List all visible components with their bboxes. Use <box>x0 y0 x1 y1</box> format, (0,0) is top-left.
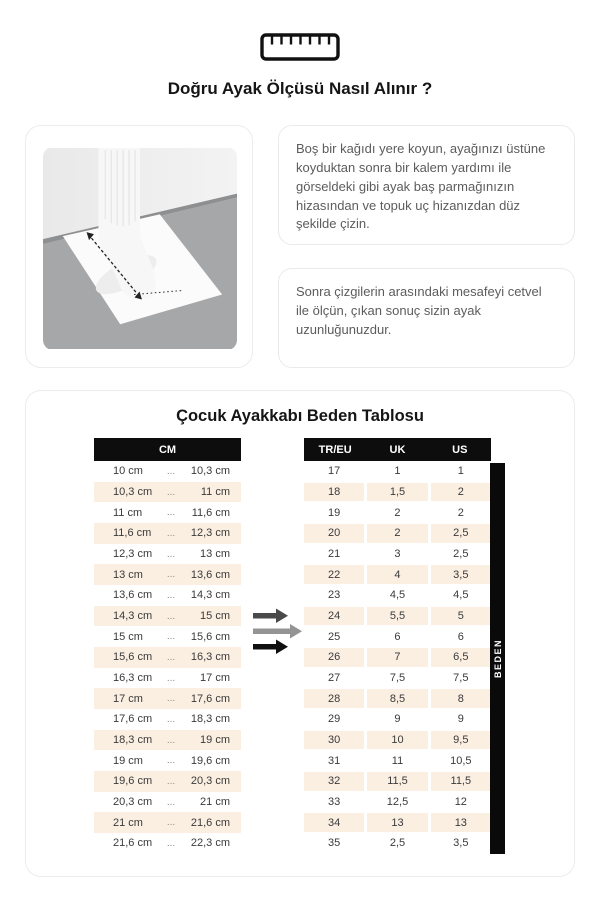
cm-to-value: 18,3 cm <box>190 713 230 726</box>
cm-table-row <box>94 647 241 668</box>
instruction-step-1: Boş bir kağıdı yere koyun, ayağınızı üstüne koyduktan sonra bir kalem yardımı ile görseldeki gibi ayak baş parmağınızın hizasından ve topuk uç hizanızdan düz şekilde çizin. <box>278 125 575 245</box>
size-cell: 35 <box>304 834 364 853</box>
size-cell: 21 <box>304 545 364 564</box>
range-dots: ... <box>166 651 176 663</box>
cm-from-value: 21,6 cm <box>113 837 153 850</box>
range-dots: ... <box>166 610 176 622</box>
size-table-row <box>304 709 491 730</box>
cm-to-value: 17,6 cm <box>190 692 230 705</box>
size-cell: 2 <box>367 503 427 522</box>
size-conversion-table <box>304 438 491 854</box>
cm-from-value: 11 cm <box>113 506 143 519</box>
size-table-row <box>304 812 491 833</box>
size-table-row <box>304 482 491 503</box>
size-table-row <box>304 833 491 854</box>
cm-from-value: 16,3 cm <box>113 672 153 685</box>
cm-to-value: 22,3 cm <box>190 837 230 850</box>
range-dots: ... <box>166 465 176 477</box>
cm-table-row <box>94 585 241 606</box>
size-cell: 9,5 <box>431 731 491 750</box>
range-dots: ... <box>166 817 176 829</box>
size-cell: 6 <box>367 627 427 646</box>
cm-from-value: 10,3 cm <box>113 486 153 498</box>
cm-table-row <box>94 730 241 751</box>
size-cell: 2 <box>431 483 491 502</box>
range-dots: ... <box>166 672 176 684</box>
cm-table-row <box>94 792 241 813</box>
size-cell: 1 <box>431 462 491 481</box>
size-table-row <box>304 668 491 689</box>
cm-to-value: 15,6 cm <box>190 630 230 643</box>
size-cell: 5,5 <box>367 607 427 626</box>
size-cell: 32 <box>304 772 364 791</box>
range-dots: ... <box>166 837 176 849</box>
size-header-tr-eu: TR/EU <box>318 443 352 456</box>
cm-to-value: 13 cm <box>200 548 230 561</box>
size-table-row <box>304 544 491 565</box>
cm-table-row <box>94 564 241 585</box>
size-table-row <box>304 502 491 523</box>
size-cell: 2 <box>367 524 427 543</box>
instruction-step-2: Sonra çizgilerin arasındaki mesafeyi cetvel ile ölçün, çıkan sonuç sizin ayak uzunluğunuzdur. <box>278 268 575 368</box>
size-cell: 24 <box>304 607 364 626</box>
size-cell: 30 <box>304 731 364 750</box>
cm-table-body <box>94 461 241 854</box>
size-cell: 10,5 <box>431 751 491 770</box>
cm-table-row <box>94 668 241 689</box>
size-table-row <box>304 564 491 585</box>
size-cell: 29 <box>304 710 364 729</box>
size-table-row <box>304 585 491 606</box>
size-cell: 4,5 <box>431 586 491 605</box>
size-cell: 6 <box>431 627 491 646</box>
cm-to-value: 15 cm <box>200 610 230 623</box>
cm-from-value: 12,3 cm <box>113 548 153 561</box>
size-cell: 27 <box>304 669 364 688</box>
cm-table-row <box>94 688 241 709</box>
cm-table-row <box>94 544 241 565</box>
cm-from-value: 13 cm <box>113 568 143 581</box>
cm-from-value: 11,6 cm <box>113 527 152 540</box>
size-table-row <box>304 750 491 771</box>
cm-table-row <box>94 606 241 627</box>
cm-to-value: 19,6 cm <box>190 754 230 767</box>
foot-measure-image-card <box>25 125 253 368</box>
cm-from-value: 14,3 cm <box>113 610 153 623</box>
cm-from-value: 21 cm <box>113 816 143 829</box>
range-dots: ... <box>166 589 176 601</box>
size-table-body <box>304 461 491 854</box>
size-cell: 9 <box>367 710 427 729</box>
size-table-row <box>304 730 491 751</box>
cm-to-value: 11,6 cm <box>191 506 230 519</box>
range-dots: ... <box>166 548 176 560</box>
cm-to-value: 12,3 cm <box>190 527 230 540</box>
size-cell: 6,5 <box>431 648 491 667</box>
size-cell: 11 <box>367 751 427 770</box>
cm-from-value: 20,3 cm <box>113 796 153 809</box>
size-cell: 7 <box>367 648 427 667</box>
size-table-row <box>304 523 491 544</box>
cm-from-value: 15,6 cm <box>113 651 153 664</box>
cm-table-row <box>94 626 241 647</box>
size-cell: 26 <box>304 648 364 667</box>
cm-to-value: 17 cm <box>200 672 230 685</box>
size-cell: 2,5 <box>367 834 427 853</box>
size-cell: 34 <box>304 813 364 832</box>
size-cell: 11,5 <box>367 772 427 791</box>
size-cell: 5 <box>431 607 491 626</box>
size-cell: 22 <box>304 565 364 584</box>
size-cell: 8 <box>431 689 491 708</box>
range-dots: ... <box>166 775 176 787</box>
size-header-us: US <box>452 443 468 456</box>
size-table-row <box>304 606 491 627</box>
size-table-row <box>304 771 491 792</box>
cm-from-value: 19 cm <box>113 754 143 767</box>
size-cell: 2,5 <box>431 545 491 564</box>
size-cell: 12 <box>431 793 491 812</box>
cm-from-value: 17 cm <box>113 692 143 705</box>
size-cell: 3,5 <box>431 834 491 853</box>
range-dots: ... <box>166 755 176 767</box>
cm-from-value: 10 cm <box>113 465 143 478</box>
cm-table-row <box>94 771 241 792</box>
cm-from-value: 18,3 cm <box>113 734 153 747</box>
size-cell: 20 <box>304 524 364 543</box>
range-dots: ... <box>166 507 176 519</box>
cm-table-row <box>94 750 241 771</box>
cm-table-header <box>94 438 241 461</box>
range-dots: ... <box>166 569 176 581</box>
cm-to-value: 19 cm <box>200 734 230 747</box>
cm-from-value: 17,6 cm <box>113 713 153 726</box>
cm-from-value: 15 cm <box>113 630 143 643</box>
size-cell: 13 <box>367 813 427 832</box>
size-cell: 1 <box>367 462 427 481</box>
cm-table-row <box>94 502 241 523</box>
size-cell: 8,5 <box>367 689 427 708</box>
cm-table-row <box>94 709 241 730</box>
size-cell: 2 <box>431 503 491 522</box>
size-cell: 28 <box>304 689 364 708</box>
cm-table-row <box>94 523 241 544</box>
range-dots: ... <box>166 796 176 808</box>
size-table-row <box>304 647 491 668</box>
size-cell: 3 <box>367 545 427 564</box>
size-header-uk: UK <box>389 443 406 456</box>
cm-to-value: 13,6 cm <box>190 568 230 581</box>
cm-header-label: CM <box>158 443 177 456</box>
cm-to-value: 14,3 cm <box>190 589 230 602</box>
cm-to-value: 11 cm <box>200 486 230 498</box>
size-cell: 11,5 <box>431 772 491 791</box>
size-cell: 23 <box>304 586 364 605</box>
table-section-title: Çocuk Ayakkabı Beden Tablosu <box>176 407 424 425</box>
foot-measure-photo <box>43 147 237 350</box>
size-table-row <box>304 792 491 813</box>
size-cell: 3,5 <box>431 565 491 584</box>
range-dots: ... <box>166 527 176 539</box>
size-cell: 19 <box>304 503 364 522</box>
size-cell: 17 <box>304 462 364 481</box>
ruler-icon <box>0 33 600 66</box>
size-cell: 4 <box>367 565 427 584</box>
size-cell: 13 <box>431 813 491 832</box>
size-cell: 25 <box>304 627 364 646</box>
measure-section-title: Doğru Ayak Ölçüsü Nasıl Alınır ? <box>167 79 433 98</box>
size-table-header <box>304 438 491 461</box>
range-dots: ... <box>166 693 176 705</box>
cm-to-value: 20,3 cm <box>190 775 230 788</box>
size-cell: 33 <box>304 793 364 812</box>
cm-from-value: 19,6 cm <box>113 775 153 788</box>
cm-to-value: 16,3 cm <box>190 651 230 664</box>
range-dots: ... <box>166 486 176 498</box>
size-cell: 18 <box>304 483 364 502</box>
cm-range-table <box>94 438 241 854</box>
cm-table-row <box>94 482 241 503</box>
size-table-row <box>304 626 491 647</box>
cm-to-value: 21 cm <box>200 796 230 809</box>
size-cell: 31 <box>304 751 364 770</box>
size-table-row <box>304 688 491 709</box>
range-dots: ... <box>166 713 176 725</box>
size-table-card <box>25 390 575 877</box>
beden-side-bar <box>490 463 505 854</box>
size-cell: 7,5 <box>431 669 491 688</box>
range-dots: ... <box>166 734 176 746</box>
size-cell: 7,5 <box>367 669 427 688</box>
size-cell: 12,5 <box>367 793 427 812</box>
cm-to-value: 10,3 cm <box>190 465 230 478</box>
cm-to-value: 21,6 cm <box>190 816 230 829</box>
size-table-row <box>304 461 491 482</box>
beden-side-label: BEDEN <box>492 638 503 678</box>
transfer-arrows-icon <box>251 606 307 656</box>
cm-from-value: 13,6 cm <box>113 589 153 602</box>
cm-table-row <box>94 461 241 482</box>
cm-table-row <box>94 812 241 833</box>
size-cell: 1,5 <box>367 483 427 502</box>
cm-table-row <box>94 833 241 854</box>
size-cell: 4,5 <box>367 586 427 605</box>
size-cell: 10 <box>367 731 427 750</box>
size-cell: 9 <box>431 710 491 729</box>
size-cell: 2,5 <box>431 524 491 543</box>
range-dots: ... <box>166 631 176 643</box>
